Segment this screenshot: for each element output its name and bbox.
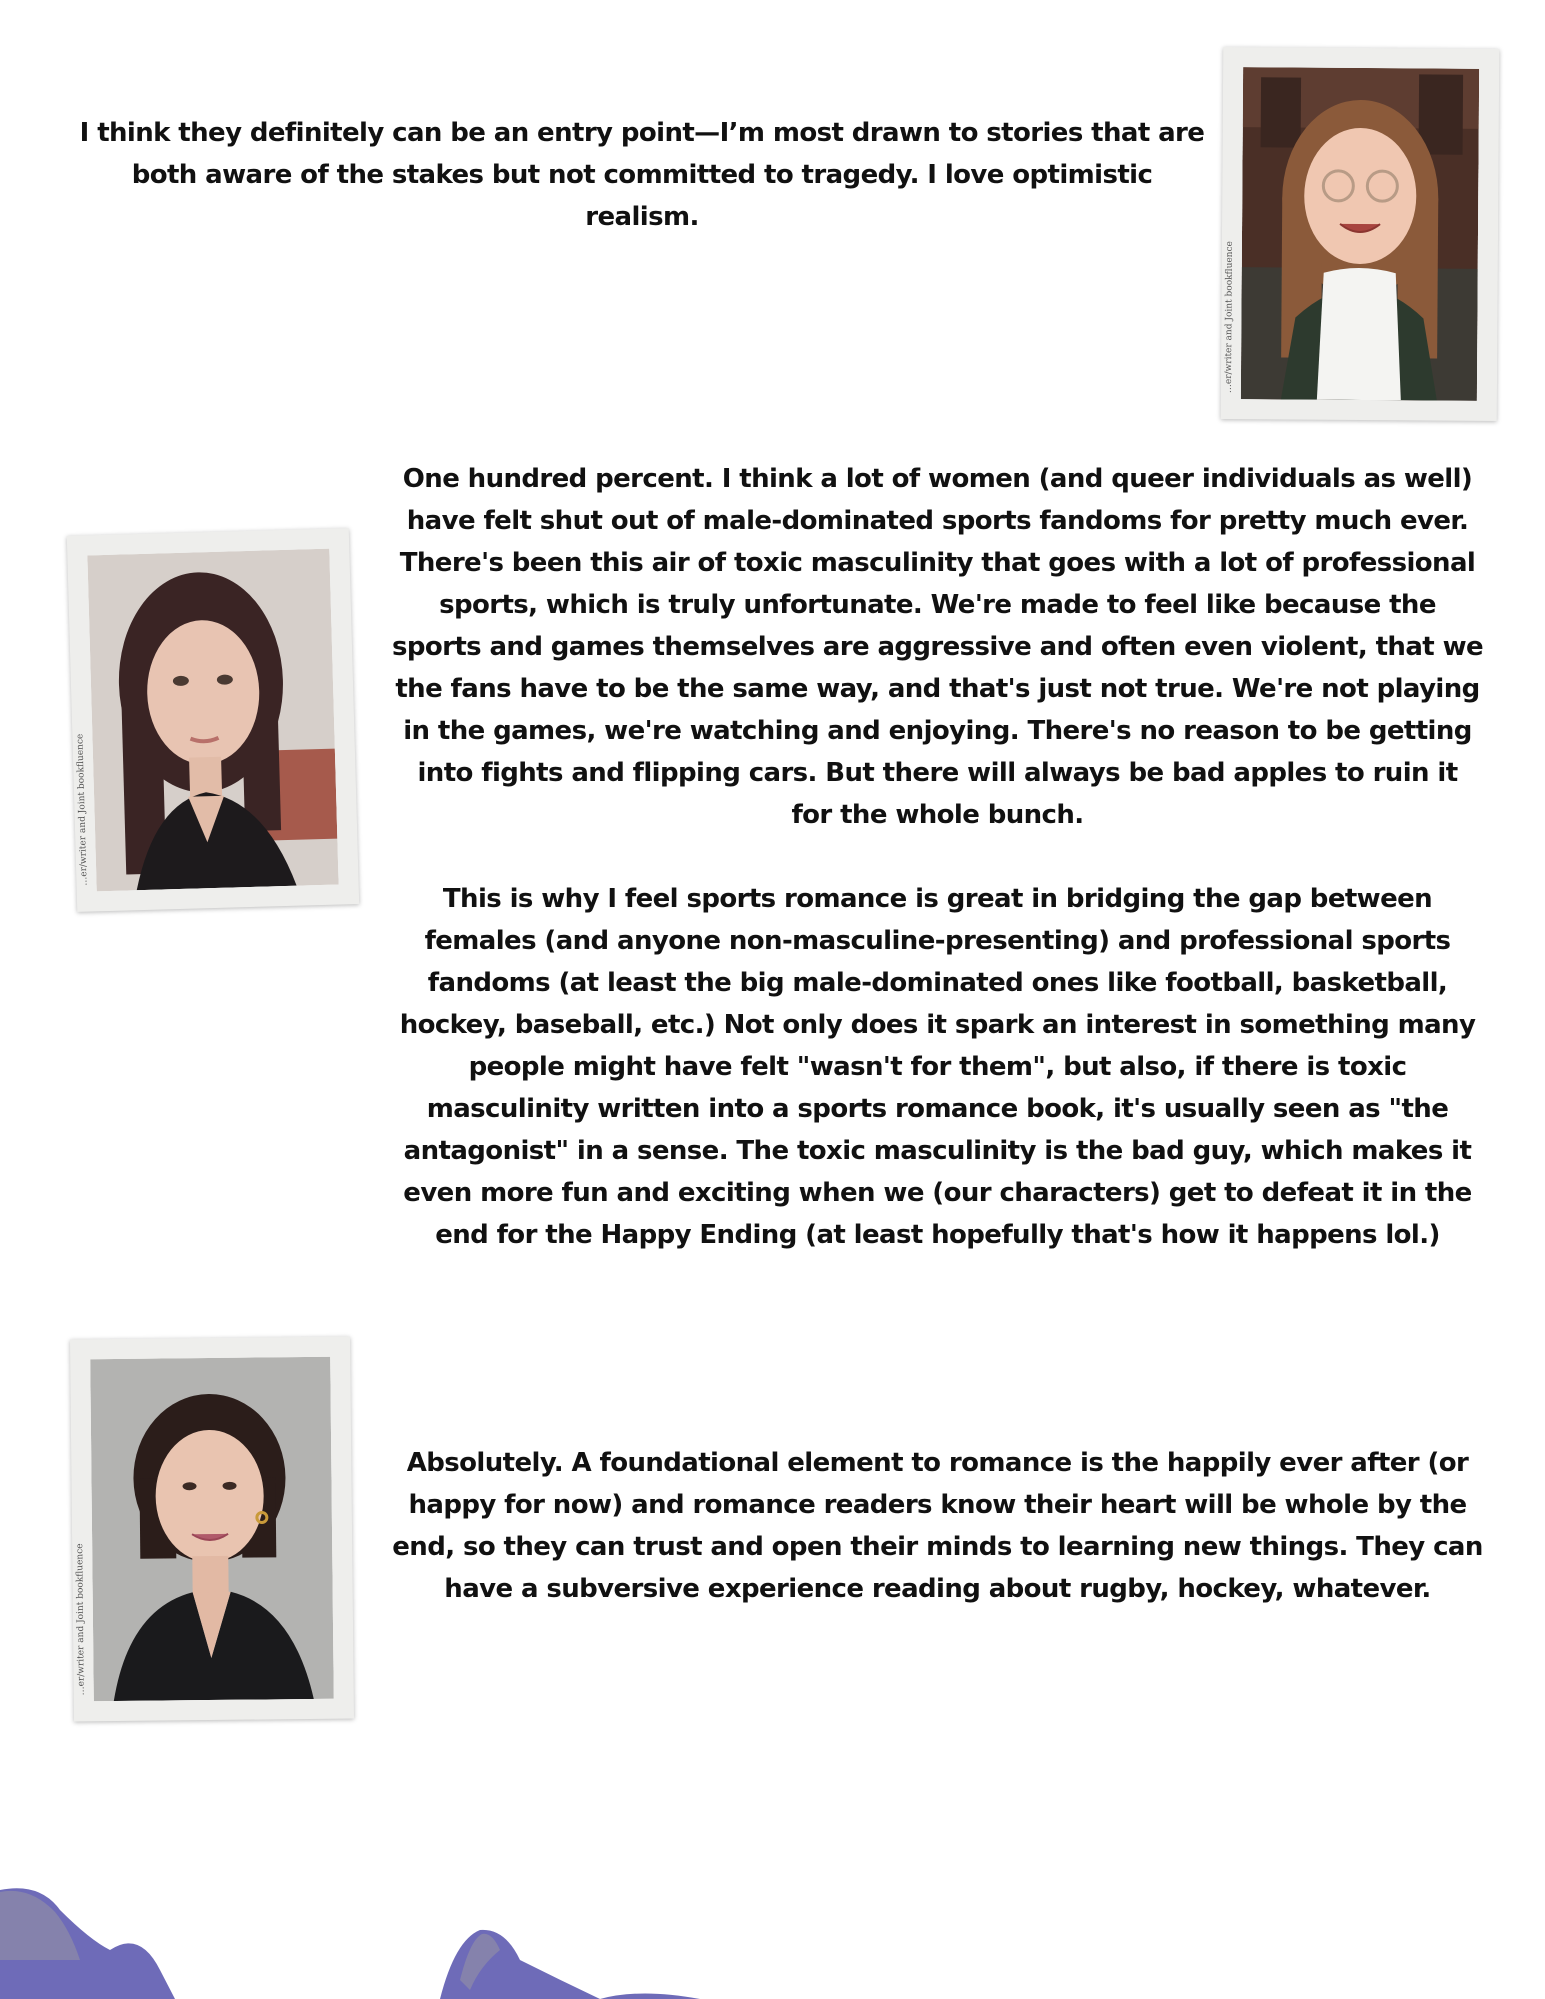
photo-credit-caption-1: …er/writer and Joint bookfluence — [1223, 241, 1235, 394]
answer-text-1: I think they definitely can be an entry point—I’m most drawn to stories that are both aware of the stakes but not committed to tragedy. I love optimistic realism. — [79, 118, 1205, 232]
decorative-mountains — [0, 1870, 1545, 1999]
contributor-photo-frame-3 — [70, 1337, 354, 1722]
photo-credit-caption-3: …er/writer and Joint bookfluence — [75, 1543, 87, 1696]
answer-text-2: One hundred percent. I think a lot of women (and queer individuals as well) have felt shut out of male-dominated sports fandoms for pretty much ever. There's been this air of toxic masculinity that goes with a lot of professional sports, which is truly unfortunate. We're made to feel like because the sports and games themselves are aggressive and often even violent, that we the fans have to be the same way, and that's just not true. We're not playing in the games, we're watching and enjoying. There's no reason to be getting into fights and flipping cars. But there will always be bad apples to ruin it for the whole bunch. This is why I feel sports romance is great in bridging the gap between females (and anyone non-masculine-presenting) and professional sports fandoms (at least the big male-dominated ones like football, basketball, hockey, baseball, etc.) Not only does it spark an interest in something many people might have felt "wasn't for them", but also, if there is toxic masculinity written into a sports romance book, it's usually seen as "the antagonist" in a sense. The toxic masculinity is the bad guy, which makes it even more fun and exciting when we (our characters) get to defeat it in the end for the Happy Ending (at least hopefully that's how it happens lol.) — [391, 464, 1484, 1250]
contributor-photo-3 — [90, 1357, 334, 1701]
contributor-photo-2 — [87, 549, 338, 892]
contributor-photo-1 — [1241, 67, 1479, 401]
contributor-photo-frame-2 — [67, 528, 359, 912]
answer-text-3: Absolutely. A foundational element to romance is the happily ever after (or happy for now) and romance readers know their heart will be whole by the end, so they can trust and open their minds to learning new things. They can have a subversive experience reading about rugby, hockey, whatever. — [392, 1448, 1483, 1604]
contributor-photo-frame-1 — [1221, 47, 1500, 421]
photo-credit-caption-2: …er/writer and Joint bookfluence — [75, 733, 90, 886]
